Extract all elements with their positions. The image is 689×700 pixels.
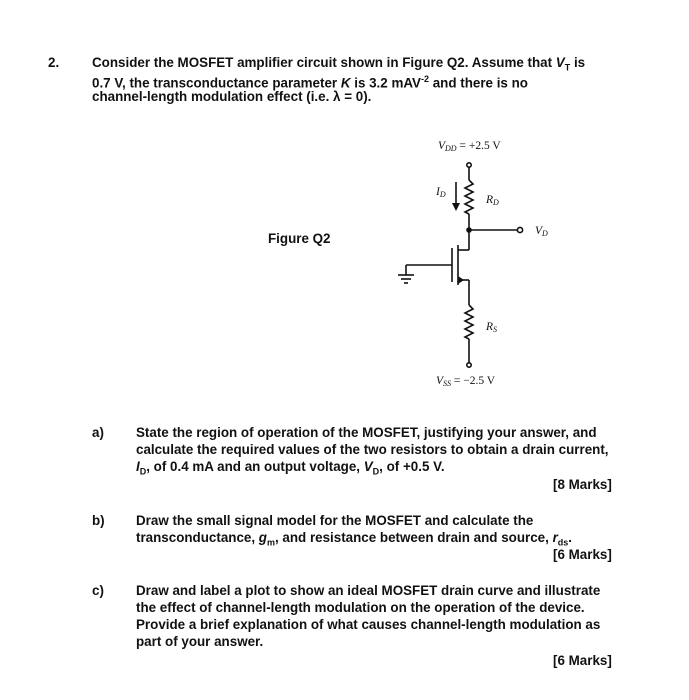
part-a-marks: [8 Marks] <box>553 477 612 492</box>
part-a-line-3 <box>136 458 445 481</box>
vt-subscript: T <box>564 62 571 73</box>
question-number: 2. <box>48 55 60 70</box>
part-c-line-2: the effect of channel-length modulation on the operation of the device. <box>136 600 585 615</box>
id-subscript: D <box>139 466 147 477</box>
part-b-text: , and resistance between drain and source, <box>274 530 553 545</box>
intro-text: is <box>570 55 586 70</box>
part-b-text: transconductance, <box>136 530 259 545</box>
intro-text: and there is no <box>428 75 528 91</box>
part-a-line-2: calculate the required values of the two resistors to obtain a drain current, <box>136 442 609 457</box>
vss-label: VSS = −2.5 V <box>436 375 496 388</box>
exponent: -2 <box>420 74 429 84</box>
part-c-line-3: Provide a brief explanation of what causes channel-length modulation as <box>136 617 601 632</box>
part-b-line-2 <box>136 529 572 552</box>
vt-symbol: V <box>555 55 565 70</box>
figure-caption: Figure Q2 <box>268 231 331 246</box>
vd-subscript: D <box>372 466 380 477</box>
rd-label: RD <box>486 194 499 207</box>
vd-terminal <box>517 227 522 232</box>
vss-node <box>467 363 471 367</box>
vdd-node <box>467 163 471 167</box>
source-arrow <box>458 276 464 284</box>
part-b-text: . <box>568 530 573 545</box>
k-symbol: K <box>340 75 351 91</box>
intro-text: is 3.2 mAV <box>350 75 421 91</box>
part-a-text: , of 0.4 mA and an output voltage, <box>146 459 364 474</box>
rds-subscript: ds <box>557 537 569 548</box>
gm-symbol: g <box>258 530 267 545</box>
part-b-marks: [6 Marks] <box>553 547 612 562</box>
part-b-line-1: Draw the small signal model for the MOSFET and calculate the <box>136 513 534 528</box>
drain-resistor <box>465 180 473 214</box>
intro-text: Consider the MOSFET amplifier circuit shown in Figure Q2. Assume that <box>92 55 556 70</box>
part-c-line-4: part of your answer. <box>136 634 264 649</box>
part-a-label: a) <box>92 425 104 440</box>
gm-subscript: m <box>266 537 275 548</box>
source-resistor <box>465 305 473 339</box>
vd-label: VD <box>535 225 548 238</box>
rds-symbol: r <box>552 530 558 545</box>
vd-symbol: V <box>363 459 373 474</box>
id-label: ID <box>436 186 446 199</box>
part-c-marks: [6 Marks] <box>553 653 612 668</box>
part-a-line-1: State the region of operation of the MOSFET, justifying your answer, and <box>136 425 597 440</box>
part-a-text: , of +0.5 V. <box>379 459 445 474</box>
part-c-label: c) <box>92 583 104 598</box>
id-symbol: I <box>136 459 140 474</box>
id-arrow-head <box>452 203 460 211</box>
intro-line-3: channel-length modulation effect (i.e. λ = 0). <box>92 89 372 104</box>
part-c-line-1: Draw and label a plot to show an ideal MOSFET drain curve and illustrate <box>136 583 601 598</box>
part-b-label: b) <box>92 513 105 528</box>
vdd-label: VDD = +2.5 V <box>438 140 501 153</box>
rs-label: RS <box>486 321 498 334</box>
intro-text: 0.7 V, the transconductance parameter <box>92 75 341 91</box>
